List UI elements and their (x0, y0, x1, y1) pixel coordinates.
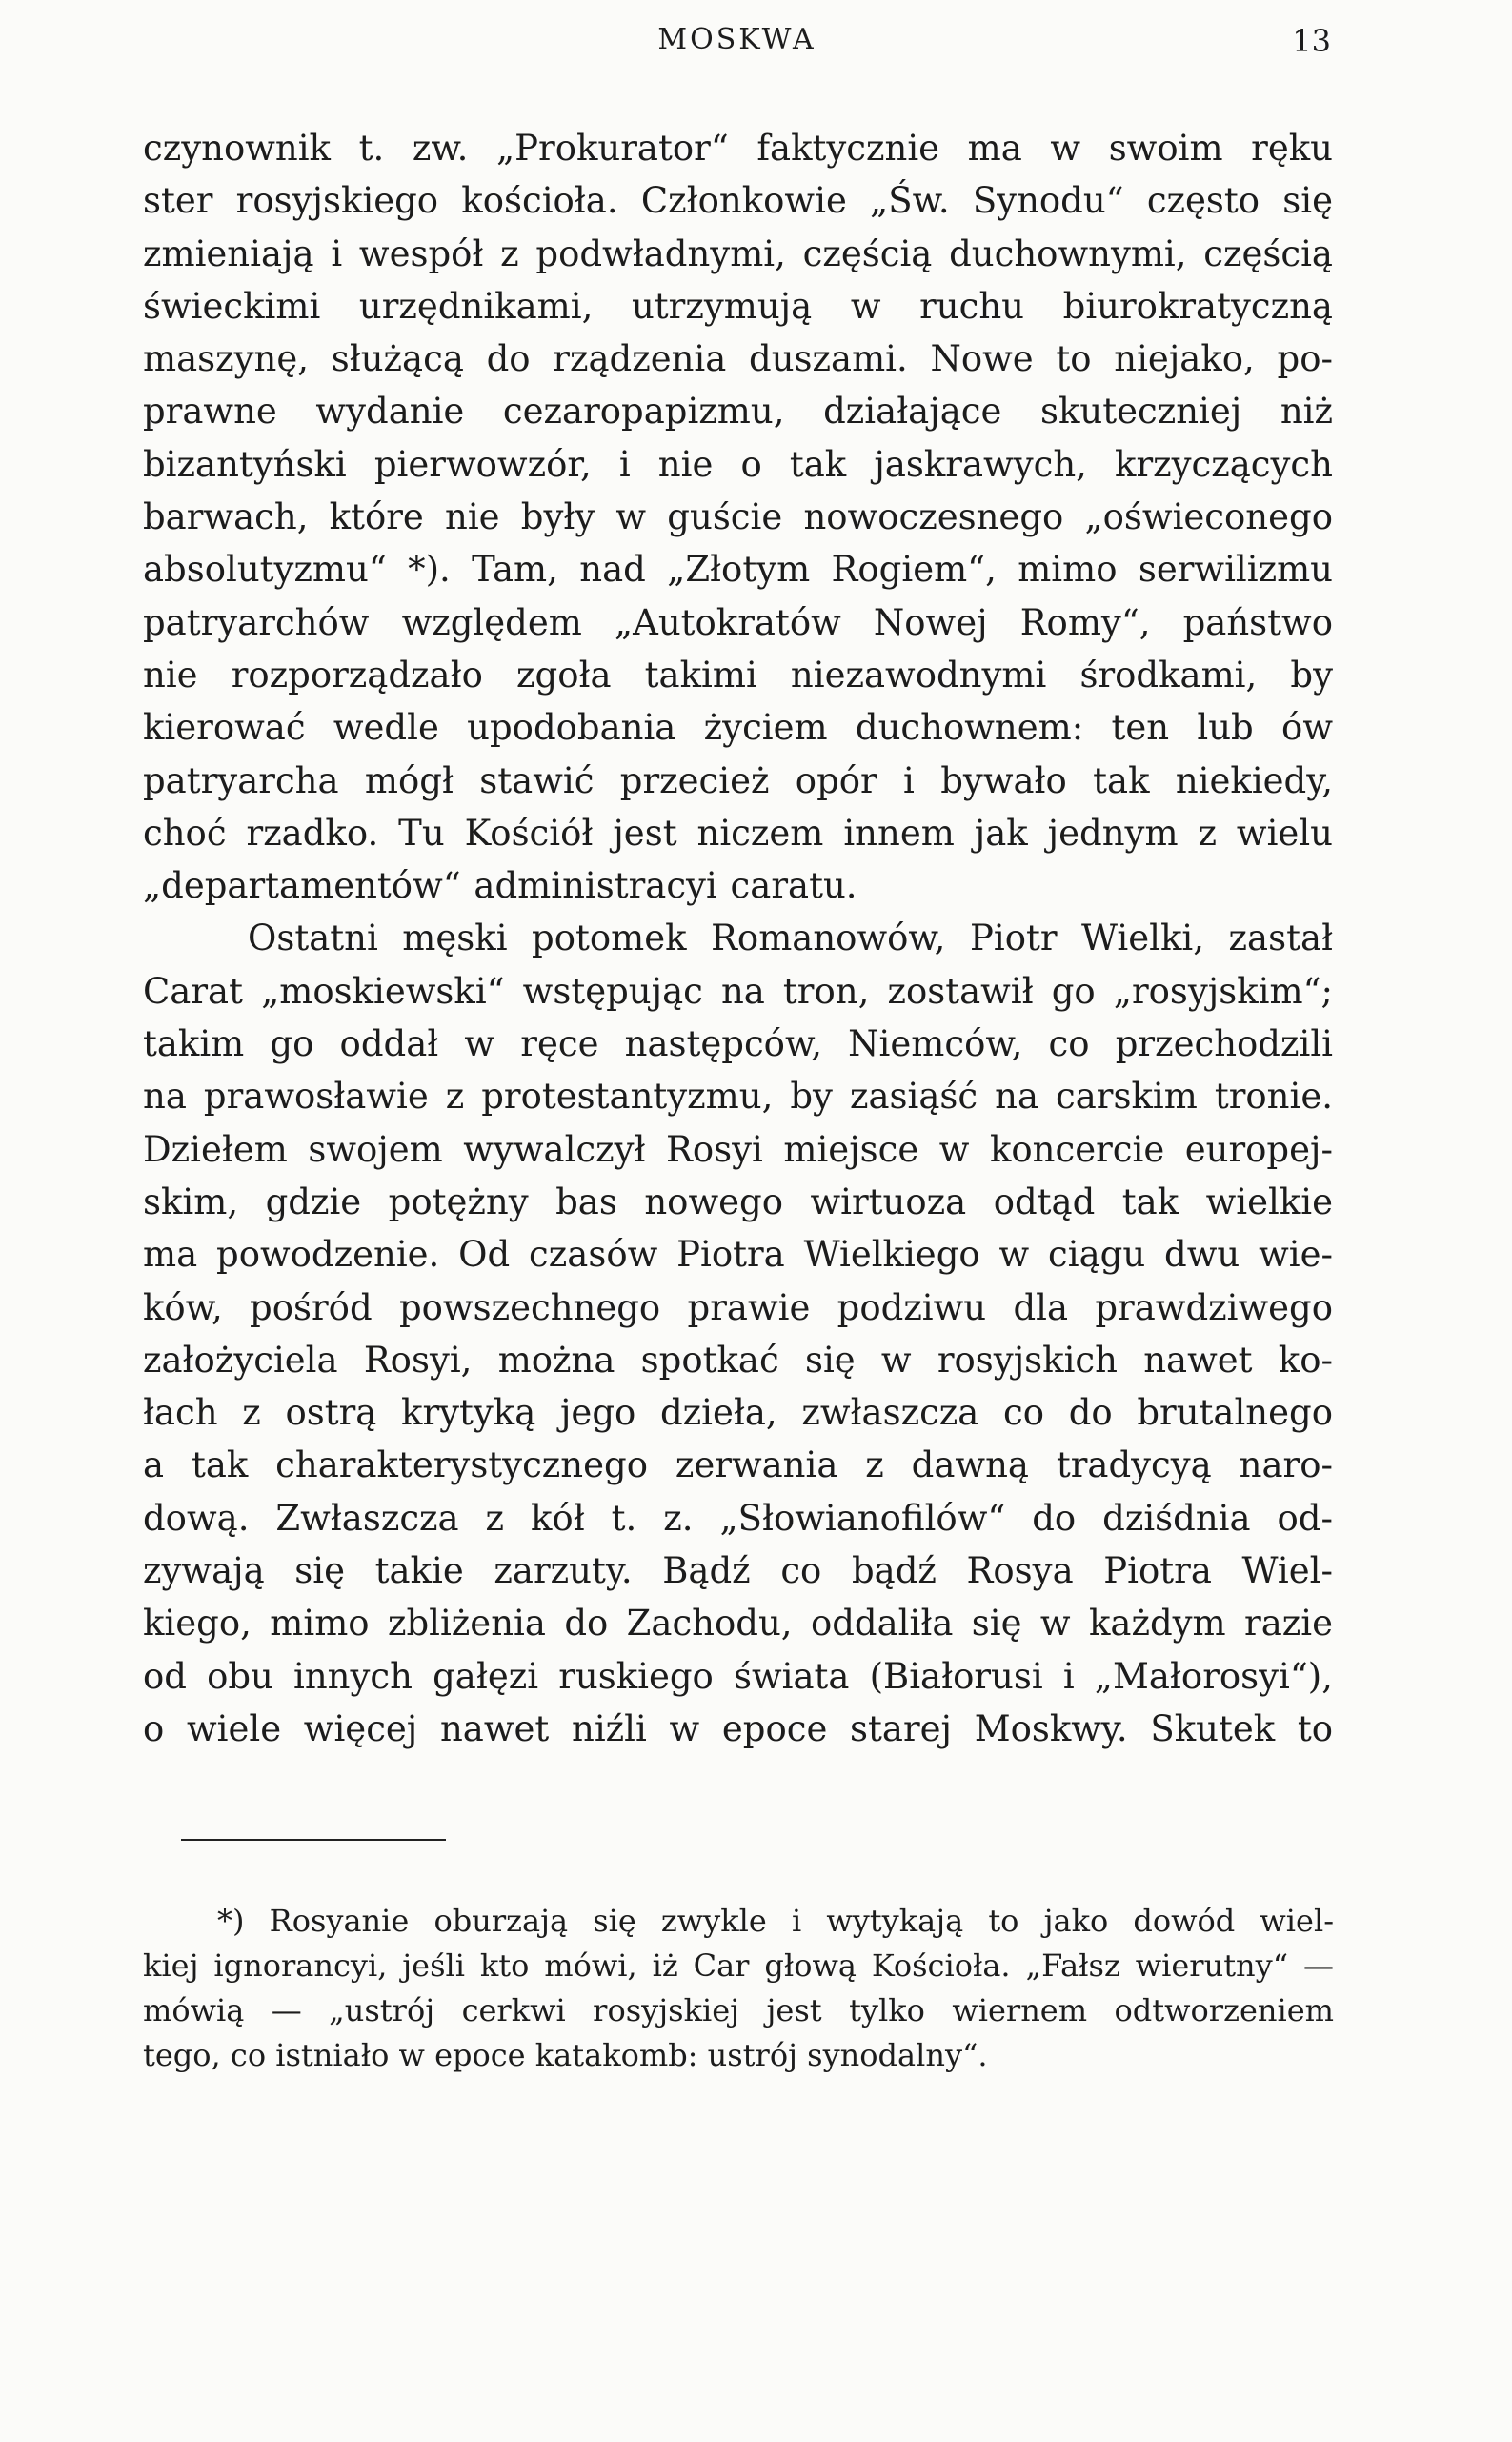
footnote-line: kiej ignorancyi, jeśli kto mówi, iż Car głową Kościoła. „Fałsz wierutny“ — (143, 1948, 1334, 1984)
text-line: czynownik t. zw. „Prokurator“ faktycznie ma w swoim ręku (143, 128, 1333, 169)
text-line: barwach, które nie były w guście nowoczesnego „oświeconego (143, 496, 1333, 538)
text-line: od obu innych gałęzi ruskiego świata (Białorusi i „Małorosyi“), (143, 1655, 1333, 1697)
footnote (143, 1899, 1334, 2078)
text-line: zmieniają i wespół z podwładnymi, częścią duchownymi, częścią (143, 232, 1333, 274)
body-text (143, 122, 1333, 1755)
text-line: patryarchów względem „Autokratów Nowej Romy“, państwo (143, 601, 1333, 643)
text-line: założyciela Rosyi, można spotkać się w rosyjskich nawet ko- (143, 1339, 1333, 1381)
page-number: 13 (1292, 23, 1331, 59)
page-header (143, 23, 1331, 71)
footnote-line: *) Rosyanie oburzają się zwykle i wytykają to jako dowód wiel- (217, 1903, 1334, 1939)
text-line: bizantyński pierwowzór, i nie o tak jaskrawych, krzyczących (143, 443, 1333, 485)
text-line: skim, gdzie potężny bas nowego wirtuoza odtąd tak wielkie (143, 1181, 1333, 1222)
text-line: ków, pośród powszechnego prawie podziwu dla prawdziwego (143, 1286, 1333, 1328)
footnote-separator (181, 1839, 446, 1841)
text-line: dową. Zwłaszcza z kół t. z. „Słowianofilów“ do dziśdnia od- (143, 1497, 1333, 1539)
text-line: prawne wydanie cezaropapizmu, działające skuteczniej niż (143, 391, 1333, 433)
text-line: o wiele więcej nawet niźli w epoce starej Moskwy. Skutek to (143, 1707, 1333, 1749)
text-line: na prawosławie z protestantyzmu, by zasiąść na carskim tronie. (143, 1076, 1333, 1118)
text-line: patryarcha mógł stawić przecież opór i bywało tak niekiedy, (143, 759, 1333, 801)
text-line: „departamentów“ administracyi caratu. (143, 865, 857, 907)
text-line: absolutyzmu“ *). Tam, nad „Złotym Rogiem“, mimo serwilizmu (143, 549, 1333, 591)
text-line: świeckimi urzędnikami, utrzymują w ruchu biurokratyczną (143, 285, 1333, 327)
text-line: takim go oddał w ręce następców, Niemców, co przechodzili (143, 1023, 1333, 1065)
footnote-line: tego, co istniało w epoce katakomb: ustrój synodalny“. (143, 2037, 988, 2073)
running-head: MOSKWA (657, 23, 816, 56)
text-line: nie rozporządzało zgoła takimi niezawodnymi środkami, by (143, 654, 1333, 696)
text-line: kierować wedle upodobania życiem duchownem: ten lub ów (143, 707, 1333, 749)
text-line: Carat „moskiewski“ wstępując na tron, zostawił go „rosyjskim“; (143, 970, 1333, 1012)
text-line: ma powodzenie. Od czasów Piotra Wielkiego w ciągu dwu wie- (143, 1234, 1333, 1276)
footnote-line: mówią — „ustrój cerkwi rosyjskiej jest tylko wiernem odtworzeniem (143, 1992, 1334, 2028)
text-line: choć rzadko. Tu Kościół jest niczem innem jak jednym z wielu (143, 812, 1333, 854)
text-line: Dziełem swojem wywalczył Rosyi miejsce w koncercie europej- (143, 1128, 1333, 1170)
text-line: maszynę, służącą do rządzenia duszami. Nowe to niejako, po- (143, 338, 1333, 380)
text-line: łach z ostrą krytyką jego dzieła, zwłaszcza co do brutalnego (143, 1392, 1333, 1434)
text-line: kiego, mimo zbliżenia do Zachodu, oddaliła się w każdym razie (143, 1603, 1333, 1645)
text-line: ster rosyjskiego kościoła. Członkowie „Św. Synodu“ często się (143, 180, 1333, 222)
text-line: a tak charakterystycznego zerwania z dawną tradycyą naro- (143, 1444, 1333, 1486)
text-line: Ostatni męski potomek Romanowów, Piotr Wielki, zastał (248, 918, 1333, 959)
text-line: zywają się takie zarzuty. Bądź co bądź Rosya Piotra Wiel- (143, 1550, 1333, 1592)
